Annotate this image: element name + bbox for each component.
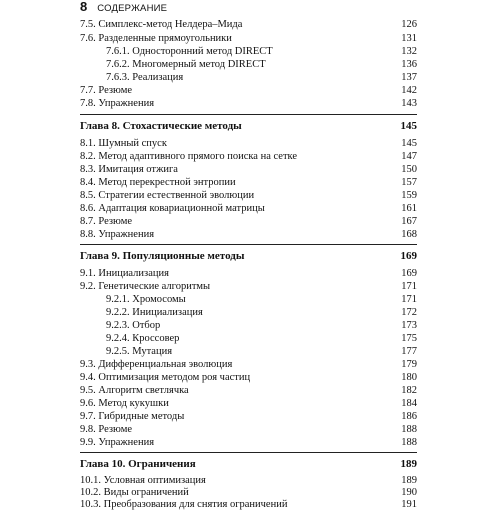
toc-subentry — [0, 320, 500, 332]
toc-entry — [0, 268, 500, 280]
toc-entry-page: 173 — [401, 320, 417, 331]
toc-chapter — [0, 250, 500, 262]
toc-entry-page: 126 — [401, 19, 417, 30]
chapter-rule — [80, 452, 417, 453]
toc-entry-title: 9.4. Оптимизация методом роя частиц — [80, 372, 251, 383]
toc-entry — [0, 85, 500, 97]
toc-chapter-page: 169 — [400, 250, 417, 262]
toc-entry-title: 7.6.1. Односторонний метод DIRECT — [106, 46, 273, 57]
toc-subentry — [0, 294, 500, 306]
toc-entry-title: 9.1. Инициализация — [80, 268, 169, 279]
toc-entry — [0, 177, 500, 189]
toc-entry — [0, 499, 500, 511]
toc-entry-page: 191 — [401, 499, 417, 510]
toc-entry — [0, 229, 500, 241]
toc-entry-title: 9.6. Метод кукушки — [80, 398, 169, 409]
toc-entry — [0, 151, 500, 163]
toc-entry-title: 7.7. Резюме — [80, 85, 133, 96]
toc-entry — [0, 424, 500, 436]
toc-entry-page: 169 — [401, 268, 417, 279]
toc-entry-page: 179 — [401, 359, 417, 370]
toc-chapter-title: Глава 9. Популяционные методы — [80, 250, 245, 262]
toc-entry-page: 131 — [401, 33, 417, 44]
toc-subentry — [0, 307, 500, 319]
page-number: 8 — [80, 0, 88, 14]
toc-chapter-title: Глава 8. Стохастические методы — [80, 120, 242, 132]
toc-entry — [0, 216, 500, 228]
toc-entry — [0, 281, 500, 293]
toc-entry — [0, 203, 500, 215]
toc-entry-page: 188 — [401, 437, 417, 448]
toc-chapter-title: Глава 10. Ограничения — [80, 458, 196, 470]
toc-entry-title: 8.1. Шумный спуск — [80, 138, 167, 149]
toc-entry-title: 9.3. Дифференциальная эволюция — [80, 359, 233, 370]
toc-entry-page: 145 — [401, 138, 417, 149]
toc-entry-title: 9.2.2. Инициализация — [106, 307, 203, 318]
toc-entry-title: 7.6.2. Многомерный метод DIRECT — [106, 59, 266, 70]
toc-entry-page: 186 — [401, 411, 417, 422]
toc-entry-page: 168 — [401, 229, 417, 240]
running-head: СОДЕРЖАНИЕ — [97, 3, 168, 14]
toc-entry — [0, 398, 500, 410]
toc-entry-page: 167 — [401, 216, 417, 227]
toc-entry-page: 159 — [401, 190, 417, 201]
toc-entry-page: 147 — [401, 151, 417, 162]
toc-entry-title: 8.2. Метод адаптивного прямого поиска на сетке — [80, 151, 298, 162]
toc-entry — [0, 33, 500, 45]
toc-entry — [0, 475, 500, 487]
toc-entry-title: 9.8. Резюме — [80, 424, 133, 435]
toc-entry-page: 188 — [401, 424, 417, 435]
toc-entry — [0, 19, 500, 31]
page-header — [80, 0, 167, 14]
toc-entry-page: 171 — [401, 281, 417, 292]
toc-entry-title: 8.5. Стратегии естественной эволюции — [80, 190, 255, 201]
toc-chapter-page: 189 — [400, 458, 417, 470]
toc-entry-page: 182 — [401, 385, 417, 396]
toc-entry-title: 9.9. Упражнения — [80, 437, 155, 448]
toc-entry-page: 136 — [401, 59, 417, 70]
toc-entry-title: 8.8. Упражнения — [80, 229, 155, 240]
toc-subentry — [0, 46, 500, 58]
toc-entry — [0, 138, 500, 150]
toc-entry-page: 177 — [401, 346, 417, 357]
toc-entry-page: 150 — [401, 164, 417, 175]
toc-chapter-page: 145 — [400, 120, 417, 132]
toc-entry-title: 9.2.4. Кроссовер — [106, 333, 180, 344]
toc-entry — [0, 385, 500, 397]
toc-entry-title: 8.3. Имитация отжига — [80, 164, 178, 175]
toc-subentry — [0, 59, 500, 71]
toc-entry-page: 172 — [401, 307, 417, 318]
toc-chapter — [0, 458, 500, 470]
toc-entry-page: 190 — [401, 487, 417, 498]
toc-entry-page: 157 — [401, 177, 417, 188]
toc-entry-title: 9.2. Генетические алгоритмы — [80, 281, 211, 292]
toc-entry — [0, 98, 500, 110]
toc-subentry — [0, 72, 500, 84]
toc-entry — [0, 487, 500, 499]
toc-entry-title: 9.2.3. Отбор — [106, 320, 161, 331]
toc-entry — [0, 190, 500, 202]
toc-entry — [0, 164, 500, 176]
toc-entry — [0, 359, 500, 371]
toc-entry-title: 8.6. Адаптация ковариационной матрицы — [80, 203, 265, 214]
toc-entry-page: 161 — [401, 203, 417, 214]
toc-entry — [0, 437, 500, 449]
toc-entry-page: 132 — [401, 46, 417, 57]
toc-entry-title: 10.2. Виды ограничений — [80, 487, 189, 498]
toc-entry-title: 8.7. Резюме — [80, 216, 133, 227]
toc-entry-page: 184 — [401, 398, 417, 409]
toc-entry-title: 7.8. Упражнения — [80, 98, 155, 109]
toc-entry — [0, 372, 500, 384]
chapter-rule — [80, 114, 417, 115]
toc-entry-page: 171 — [401, 294, 417, 305]
chapter-rule — [80, 244, 417, 245]
toc-entry-title: 7.5. Симплекс-метод Нелдера–Мида — [80, 19, 243, 30]
toc-entry-title: 10.3. Преобразования для снятия ограничений — [80, 499, 288, 510]
toc-subentry — [0, 333, 500, 345]
toc-entry-page: 189 — [401, 475, 417, 486]
toc-entry-title: 7.6.3. Реализация — [106, 72, 184, 83]
toc-entry-page: 137 — [401, 72, 417, 83]
toc-entry-page: 143 — [401, 98, 417, 109]
toc-chapter — [0, 120, 500, 132]
toc-entry-page: 180 — [401, 372, 417, 383]
toc-entry-page: 142 — [401, 85, 417, 96]
toc-entry-title: 8.4. Метод перекрестной энтропии — [80, 177, 236, 188]
toc-entry-title: 10.1. Условная оптимизация — [80, 475, 206, 486]
toc-entry-title: 9.2.5. Мутация — [106, 346, 173, 357]
toc-entry-title: 9.7. Гибридные методы — [80, 411, 185, 422]
toc-entry-page: 175 — [401, 333, 417, 344]
toc-subentry — [0, 346, 500, 358]
toc-entry-title: 7.6. Разделенные прямоугольники — [80, 33, 232, 44]
toc-entry-title: 9.2.1. Хромосомы — [106, 294, 186, 305]
toc-entry — [0, 411, 500, 423]
toc-entry-title: 9.5. Алгоритм светлячка — [80, 385, 189, 396]
